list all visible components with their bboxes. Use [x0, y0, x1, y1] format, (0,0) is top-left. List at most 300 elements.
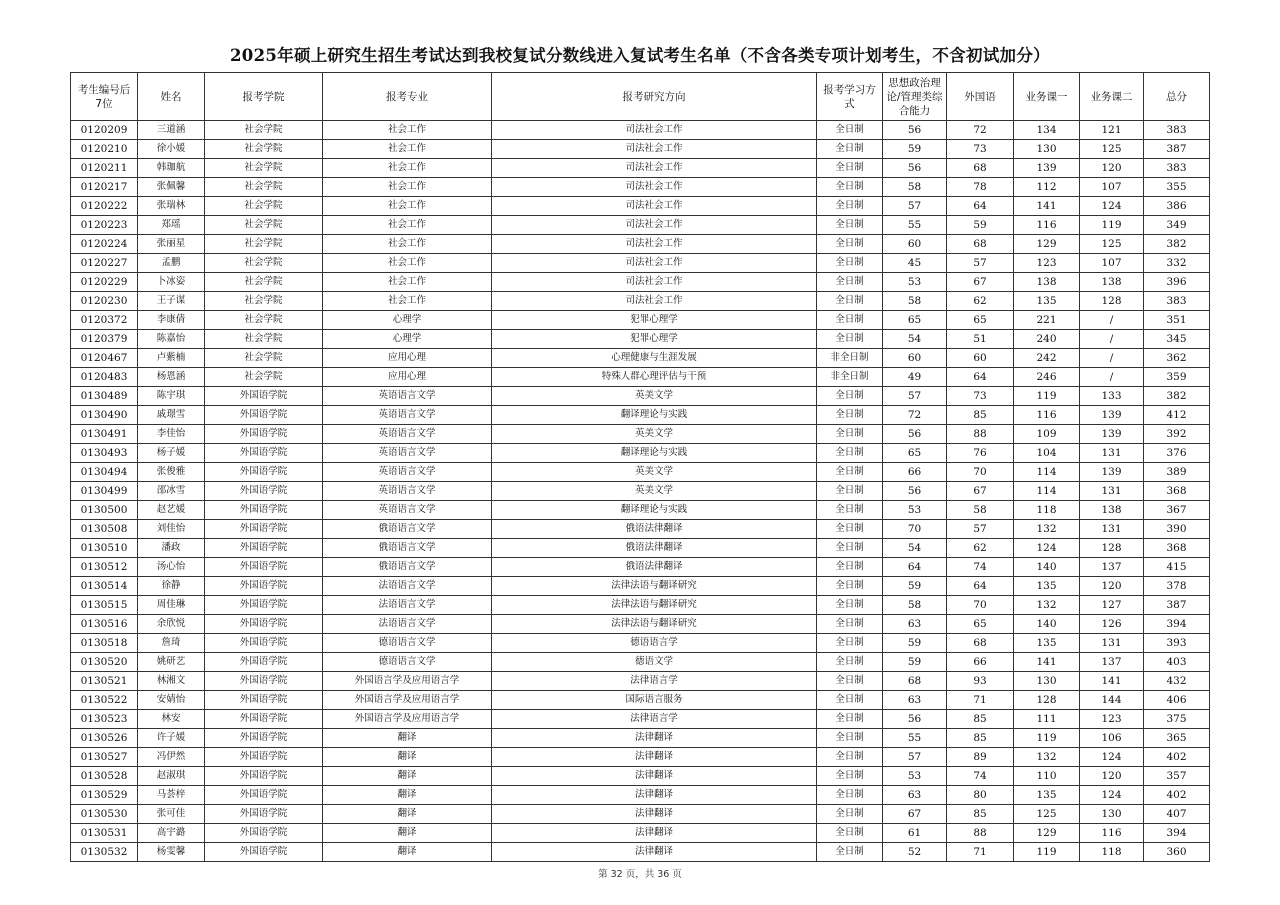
- cell-total: 376: [1144, 444, 1210, 463]
- table-row: [71, 653, 1210, 672]
- cell-politics: 56: [883, 710, 947, 729]
- cell-direction: 法律翻译: [492, 767, 817, 786]
- cell-mode: 全日制: [817, 235, 883, 254]
- cell-college: 外国语学院: [205, 748, 323, 767]
- cell-subject-2: 107: [1080, 178, 1144, 197]
- cell-direction: 英美文学: [492, 387, 817, 406]
- cell-id: 0130530: [71, 805, 138, 824]
- cell-subject-2: /: [1080, 349, 1144, 368]
- cell-major: 翻译: [323, 748, 492, 767]
- cell-total: 432: [1144, 672, 1210, 691]
- cell-direction: 司法社会工作: [492, 197, 817, 216]
- cell-foreign-lang: 65: [947, 615, 1014, 634]
- cell-name: 冯伊然: [138, 748, 205, 767]
- cell-name: 三道涵: [138, 121, 205, 140]
- cell-college: 外国语学院: [205, 691, 323, 710]
- cell-subject-2: 124: [1080, 786, 1144, 805]
- table-row: [71, 596, 1210, 615]
- cell-direction: 俄语法律翻译: [492, 558, 817, 577]
- cell-foreign-lang: 88: [947, 425, 1014, 444]
- cell-subject-1: 135: [1014, 786, 1080, 805]
- cell-mode: 全日制: [817, 710, 883, 729]
- cell-total: 368: [1144, 482, 1210, 501]
- cell-foreign-lang: 65: [947, 311, 1014, 330]
- cell-id: 0130514: [71, 577, 138, 596]
- cell-college: 外国语学院: [205, 672, 323, 691]
- cell-subject-1: 246: [1014, 368, 1080, 387]
- cell-direction: 翻译理论与实践: [492, 406, 817, 425]
- cell-politics: 58: [883, 292, 947, 311]
- table-row: [71, 368, 1210, 387]
- cell-major: 英语语言文学: [323, 406, 492, 425]
- table-row: [71, 178, 1210, 197]
- cell-college: 外国语学院: [205, 501, 323, 520]
- cell-total: 351: [1144, 311, 1210, 330]
- cell-subject-2: 131: [1080, 634, 1144, 653]
- cell-id: 0120227: [71, 254, 138, 273]
- cell-id: 0120483: [71, 368, 138, 387]
- cell-id: 0130523: [71, 710, 138, 729]
- cell-direction: 英美文学: [492, 463, 817, 482]
- cell-id: 0130526: [71, 729, 138, 748]
- cell-direction: 司法社会工作: [492, 178, 817, 197]
- cell-subject-2: 125: [1080, 235, 1144, 254]
- cell-subject-2: 141: [1080, 672, 1144, 691]
- cell-politics: 55: [883, 729, 947, 748]
- cell-foreign-lang: 67: [947, 482, 1014, 501]
- cell-subject-1: 130: [1014, 140, 1080, 159]
- cell-direction: 犯罪心理学: [492, 330, 817, 349]
- cell-total: 402: [1144, 786, 1210, 805]
- table-row: [71, 786, 1210, 805]
- col-header-direction: 报考研究方向: [492, 73, 817, 121]
- cell-foreign-lang: 68: [947, 159, 1014, 178]
- cell-politics: 61: [883, 824, 947, 843]
- cell-total: 393: [1144, 634, 1210, 653]
- table-row: [71, 805, 1210, 824]
- cell-subject-1: 116: [1014, 406, 1080, 425]
- cell-subject-1: 112: [1014, 178, 1080, 197]
- cell-mode: 全日制: [817, 843, 883, 862]
- table-row: [71, 121, 1210, 140]
- cell-total: 332: [1144, 254, 1210, 273]
- cell-subject-2: 116: [1080, 824, 1144, 843]
- cell-direction: 法律翻译: [492, 824, 817, 843]
- cell-id: 0130516: [71, 615, 138, 634]
- cell-mode: 全日制: [817, 311, 883, 330]
- cell-politics: 57: [883, 387, 947, 406]
- table-row: [71, 577, 1210, 596]
- cell-subject-1: 240: [1014, 330, 1080, 349]
- cell-college: 社会学院: [205, 368, 323, 387]
- cell-subject-1: 134: [1014, 121, 1080, 140]
- cell-foreign-lang: 85: [947, 710, 1014, 729]
- cell-mode: 全日制: [817, 786, 883, 805]
- cell-direction: 犯罪心理学: [492, 311, 817, 330]
- cell-total: 387: [1144, 140, 1210, 159]
- cell-id: 0130529: [71, 786, 138, 805]
- cell-foreign-lang: 51: [947, 330, 1014, 349]
- cell-politics: 53: [883, 273, 947, 292]
- cell-direction: 司法社会工作: [492, 159, 817, 178]
- cell-name: 姚研艺: [138, 653, 205, 672]
- cell-politics: 58: [883, 178, 947, 197]
- cell-college: 社会学院: [205, 292, 323, 311]
- cell-direction: 国际语言服务: [492, 691, 817, 710]
- cell-mode: 全日制: [817, 444, 883, 463]
- cell-direction: 德语文学: [492, 653, 817, 672]
- cell-politics: 54: [883, 539, 947, 558]
- table-row: [71, 615, 1210, 634]
- cell-mode: 全日制: [817, 254, 883, 273]
- cell-subject-1: 118: [1014, 501, 1080, 520]
- cell-major: 法语语言文学: [323, 577, 492, 596]
- table-row: [71, 140, 1210, 159]
- cell-politics: 57: [883, 748, 947, 767]
- cell-total: 368: [1144, 539, 1210, 558]
- cell-mode: 全日制: [817, 273, 883, 292]
- cell-major: 社会工作: [323, 197, 492, 216]
- table-row: [71, 216, 1210, 235]
- cell-politics: 56: [883, 121, 947, 140]
- cell-major: 应用心理: [323, 368, 492, 387]
- table-row: [71, 330, 1210, 349]
- cell-college: 外国语学院: [205, 520, 323, 539]
- cell-total: 375: [1144, 710, 1210, 729]
- cell-total: 362: [1144, 349, 1210, 368]
- cell-foreign-lang: 67: [947, 273, 1014, 292]
- cell-major: 社会工作: [323, 273, 492, 292]
- cell-mode: 全日制: [817, 691, 883, 710]
- cell-college: 外国语学院: [205, 710, 323, 729]
- col-header-foreign-lang: 外国语: [947, 73, 1014, 121]
- cell-subject-1: 138: [1014, 273, 1080, 292]
- cell-subject-1: 135: [1014, 292, 1080, 311]
- cell-major: 外国语言学及应用语言学: [323, 710, 492, 729]
- cell-subject-2: 106: [1080, 729, 1144, 748]
- cell-mode: 全日制: [817, 216, 883, 235]
- cell-subject-2: 120: [1080, 159, 1144, 178]
- cell-total: 357: [1144, 767, 1210, 786]
- cell-subject-1: 141: [1014, 197, 1080, 216]
- cell-politics: 53: [883, 767, 947, 786]
- cell-id: 0120372: [71, 311, 138, 330]
- cell-politics: 60: [883, 235, 947, 254]
- cell-direction: 司法社会工作: [492, 140, 817, 159]
- col-header-mode: 报考学习方式: [817, 73, 883, 121]
- cell-mode: 全日制: [817, 292, 883, 311]
- cell-college: 外国语学院: [205, 577, 323, 596]
- cell-subject-2: 139: [1080, 463, 1144, 482]
- cell-foreign-lang: 85: [947, 729, 1014, 748]
- cell-politics: 59: [883, 634, 947, 653]
- cell-major: 应用心理: [323, 349, 492, 368]
- cell-foreign-lang: 70: [947, 463, 1014, 482]
- cell-id: 0130531: [71, 824, 138, 843]
- cell-politics: 59: [883, 140, 947, 159]
- cell-total: 407: [1144, 805, 1210, 824]
- cell-foreign-lang: 57: [947, 520, 1014, 539]
- cell-major: 社会工作: [323, 216, 492, 235]
- cell-total: 355: [1144, 178, 1210, 197]
- cell-mode: 全日制: [817, 520, 883, 539]
- cell-total: 345: [1144, 330, 1210, 349]
- cell-total: 383: [1144, 292, 1210, 311]
- cell-subject-2: 144: [1080, 691, 1144, 710]
- cell-foreign-lang: 73: [947, 140, 1014, 159]
- cell-total: 390: [1144, 520, 1210, 539]
- cell-direction: 德语语言学: [492, 634, 817, 653]
- cell-direction: 法律翻译: [492, 748, 817, 767]
- cell-mode: 全日制: [817, 729, 883, 748]
- cell-major: 翻译: [323, 767, 492, 786]
- cell-name: 安婧怡: [138, 691, 205, 710]
- cell-subject-1: 119: [1014, 843, 1080, 862]
- cell-subject-1: 129: [1014, 824, 1080, 843]
- cell-subject-1: 140: [1014, 615, 1080, 634]
- cell-politics: 63: [883, 691, 947, 710]
- cell-mode: 全日制: [817, 748, 883, 767]
- cell-id: 0120210: [71, 140, 138, 159]
- cell-subject-2: 124: [1080, 197, 1144, 216]
- cell-politics: 58: [883, 596, 947, 615]
- cell-id: 0130499: [71, 482, 138, 501]
- cell-mode: 全日制: [817, 539, 883, 558]
- cell-name: 徐小媛: [138, 140, 205, 159]
- cell-subject-2: 118: [1080, 843, 1144, 862]
- cell-id: 0130508: [71, 520, 138, 539]
- cell-total: 382: [1144, 235, 1210, 254]
- cell-id: 0130510: [71, 539, 138, 558]
- cell-direction: 法律语言学: [492, 710, 817, 729]
- table-row: [71, 235, 1210, 254]
- cell-foreign-lang: 74: [947, 558, 1014, 577]
- cell-college: 外国语学院: [205, 824, 323, 843]
- cell-mode: 非全日制: [817, 349, 883, 368]
- cell-id: 0130528: [71, 767, 138, 786]
- cell-direction: 英美文学: [492, 482, 817, 501]
- cell-college: 外国语学院: [205, 387, 323, 406]
- cell-name: 赵淑琪: [138, 767, 205, 786]
- cell-college: 社会学院: [205, 121, 323, 140]
- cell-college: 外国语学院: [205, 653, 323, 672]
- cell-name: 张瑞林: [138, 197, 205, 216]
- cell-major: 俄语语言文学: [323, 539, 492, 558]
- cell-major: 社会工作: [323, 178, 492, 197]
- cell-college: 社会学院: [205, 140, 323, 159]
- cell-politics: 56: [883, 425, 947, 444]
- cell-id: 0120209: [71, 121, 138, 140]
- cell-direction: 法律翻译: [492, 805, 817, 824]
- cell-subject-2: 128: [1080, 292, 1144, 311]
- cell-mode: 全日制: [817, 197, 883, 216]
- cell-college: 社会学院: [205, 254, 323, 273]
- cell-total: 389: [1144, 463, 1210, 482]
- cell-subject-2: /: [1080, 330, 1144, 349]
- cell-politics: 67: [883, 805, 947, 824]
- cell-direction: 法律法语与翻译研究: [492, 596, 817, 615]
- table-row: [71, 691, 1210, 710]
- cell-id: 0130515: [71, 596, 138, 615]
- cell-name: 韩珈航: [138, 159, 205, 178]
- cell-college: 外国语学院: [205, 539, 323, 558]
- cell-id: 0130493: [71, 444, 138, 463]
- cell-name: 张俊雅: [138, 463, 205, 482]
- cell-subject-1: 124: [1014, 539, 1080, 558]
- table-header: [71, 73, 1210, 121]
- cell-college: 外国语学院: [205, 482, 323, 501]
- cell-name: 郑瑶: [138, 216, 205, 235]
- cell-mode: 全日制: [817, 501, 883, 520]
- cell-id: 0120223: [71, 216, 138, 235]
- cell-subject-1: 116: [1014, 216, 1080, 235]
- cell-politics: 55: [883, 216, 947, 235]
- cell-id: 0130532: [71, 843, 138, 862]
- cell-name: 余欣悦: [138, 615, 205, 634]
- table-row: [71, 406, 1210, 425]
- cell-foreign-lang: 64: [947, 197, 1014, 216]
- cell-id: 0130490: [71, 406, 138, 425]
- cell-politics: 70: [883, 520, 947, 539]
- cell-total: 392: [1144, 425, 1210, 444]
- cell-name: 许子媛: [138, 729, 205, 748]
- cell-foreign-lang: 85: [947, 406, 1014, 425]
- cell-total: 360: [1144, 843, 1210, 862]
- cell-mode: 全日制: [817, 653, 883, 672]
- cell-direction: 司法社会工作: [492, 292, 817, 311]
- cell-mode: 全日制: [817, 406, 883, 425]
- cell-subject-2: 131: [1080, 520, 1144, 539]
- cell-id: 0130522: [71, 691, 138, 710]
- cell-mode: 全日制: [817, 140, 883, 159]
- col-header-major: 报考专业: [323, 73, 492, 121]
- cell-foreign-lang: 93: [947, 672, 1014, 691]
- cell-major: 外国语言学及应用语言学: [323, 691, 492, 710]
- cell-subject-2: 127: [1080, 596, 1144, 615]
- cell-subject-2: 126: [1080, 615, 1144, 634]
- table-row: [71, 501, 1210, 520]
- cell-college: 外国语学院: [205, 425, 323, 444]
- cell-name: 邵冰雪: [138, 482, 205, 501]
- cell-politics: 66: [883, 463, 947, 482]
- cell-major: 法语语言文学: [323, 615, 492, 634]
- cell-foreign-lang: 71: [947, 691, 1014, 710]
- col-header-college: 报考学院: [205, 73, 323, 121]
- cell-mode: 全日制: [817, 767, 883, 786]
- cell-direction: 俄语法律翻译: [492, 539, 817, 558]
- cell-subject-1: 114: [1014, 463, 1080, 482]
- cell-major: 社会工作: [323, 292, 492, 311]
- cell-name: 潘政: [138, 539, 205, 558]
- cell-total: 383: [1144, 159, 1210, 178]
- cell-subject-2: 130: [1080, 805, 1144, 824]
- cell-direction: 司法社会工作: [492, 235, 817, 254]
- cell-foreign-lang: 89: [947, 748, 1014, 767]
- table-body: [71, 121, 1210, 862]
- cell-major: 英语语言文学: [323, 463, 492, 482]
- cell-name: 徐静: [138, 577, 205, 596]
- cell-name: 杨子媛: [138, 444, 205, 463]
- cell-name: 高宇潞: [138, 824, 205, 843]
- cell-politics: 60: [883, 349, 947, 368]
- cell-mode: 全日制: [817, 558, 883, 577]
- cell-direction: 法律语言学: [492, 672, 817, 691]
- cell-total: 367: [1144, 501, 1210, 520]
- cell-mode: 全日制: [817, 672, 883, 691]
- cell-direction: 司法社会工作: [492, 216, 817, 235]
- cell-major: 英语语言文学: [323, 444, 492, 463]
- cell-politics: 59: [883, 577, 947, 596]
- col-header-name: 姓名: [138, 73, 205, 121]
- cell-subject-1: 132: [1014, 596, 1080, 615]
- cell-foreign-lang: 88: [947, 824, 1014, 843]
- table-row: [71, 349, 1210, 368]
- cell-name: 陈宇琪: [138, 387, 205, 406]
- cell-college: 社会学院: [205, 273, 323, 292]
- cell-politics: 45: [883, 254, 947, 273]
- table-row: [71, 539, 1210, 558]
- cell-subject-1: 135: [1014, 577, 1080, 596]
- cell-major: 翻译: [323, 805, 492, 824]
- cell-mode: 全日制: [817, 577, 883, 596]
- cell-direction: 翻译理论与实践: [492, 444, 817, 463]
- cell-politics: 63: [883, 615, 947, 634]
- table-row: [71, 482, 1210, 501]
- cell-major: 外国语言学及应用语言学: [323, 672, 492, 691]
- candidate-table: [70, 72, 1210, 862]
- cell-direction: 法律翻译: [492, 786, 817, 805]
- cell-name: 戚璟雪: [138, 406, 205, 425]
- cell-subject-1: 128: [1014, 691, 1080, 710]
- cell-college: 外国语学院: [205, 406, 323, 425]
- cell-subject-2: 133: [1080, 387, 1144, 406]
- table-row: [71, 444, 1210, 463]
- cell-foreign-lang: 68: [947, 634, 1014, 653]
- cell-mode: 全日制: [817, 159, 883, 178]
- cell-name: 林湘文: [138, 672, 205, 691]
- cell-major: 英语语言文学: [323, 387, 492, 406]
- cell-mode: 全日制: [817, 482, 883, 501]
- cell-foreign-lang: 71: [947, 843, 1014, 862]
- cell-subject-1: 119: [1014, 729, 1080, 748]
- cell-subject-1: 125: [1014, 805, 1080, 824]
- cell-name: 汤心怡: [138, 558, 205, 577]
- cell-major: 英语语言文学: [323, 501, 492, 520]
- cell-name: 张丽星: [138, 235, 205, 254]
- cell-name: 张佩馨: [138, 178, 205, 197]
- table-row: [71, 634, 1210, 653]
- cell-college: 外国语学院: [205, 444, 323, 463]
- cell-college: 外国语学院: [205, 463, 323, 482]
- cell-mode: 全日制: [817, 463, 883, 482]
- cell-foreign-lang: 58: [947, 501, 1014, 520]
- cell-id: 0130521: [71, 672, 138, 691]
- cell-mode: 全日制: [817, 634, 883, 653]
- cell-major: 德语语言文学: [323, 634, 492, 653]
- cell-foreign-lang: 64: [947, 368, 1014, 387]
- cell-mode: 全日制: [817, 330, 883, 349]
- cell-id: 0120217: [71, 178, 138, 197]
- cell-college: 外国语学院: [205, 596, 323, 615]
- cell-name: 陈嘉怡: [138, 330, 205, 349]
- cell-direction: 法律法语与翻译研究: [492, 577, 817, 596]
- cell-total: 396: [1144, 273, 1210, 292]
- cell-subject-2: 123: [1080, 710, 1144, 729]
- cell-direction: 法律翻译: [492, 843, 817, 862]
- cell-subject-1: 130: [1014, 672, 1080, 691]
- cell-total: 378: [1144, 577, 1210, 596]
- cell-subject-1: 242: [1014, 349, 1080, 368]
